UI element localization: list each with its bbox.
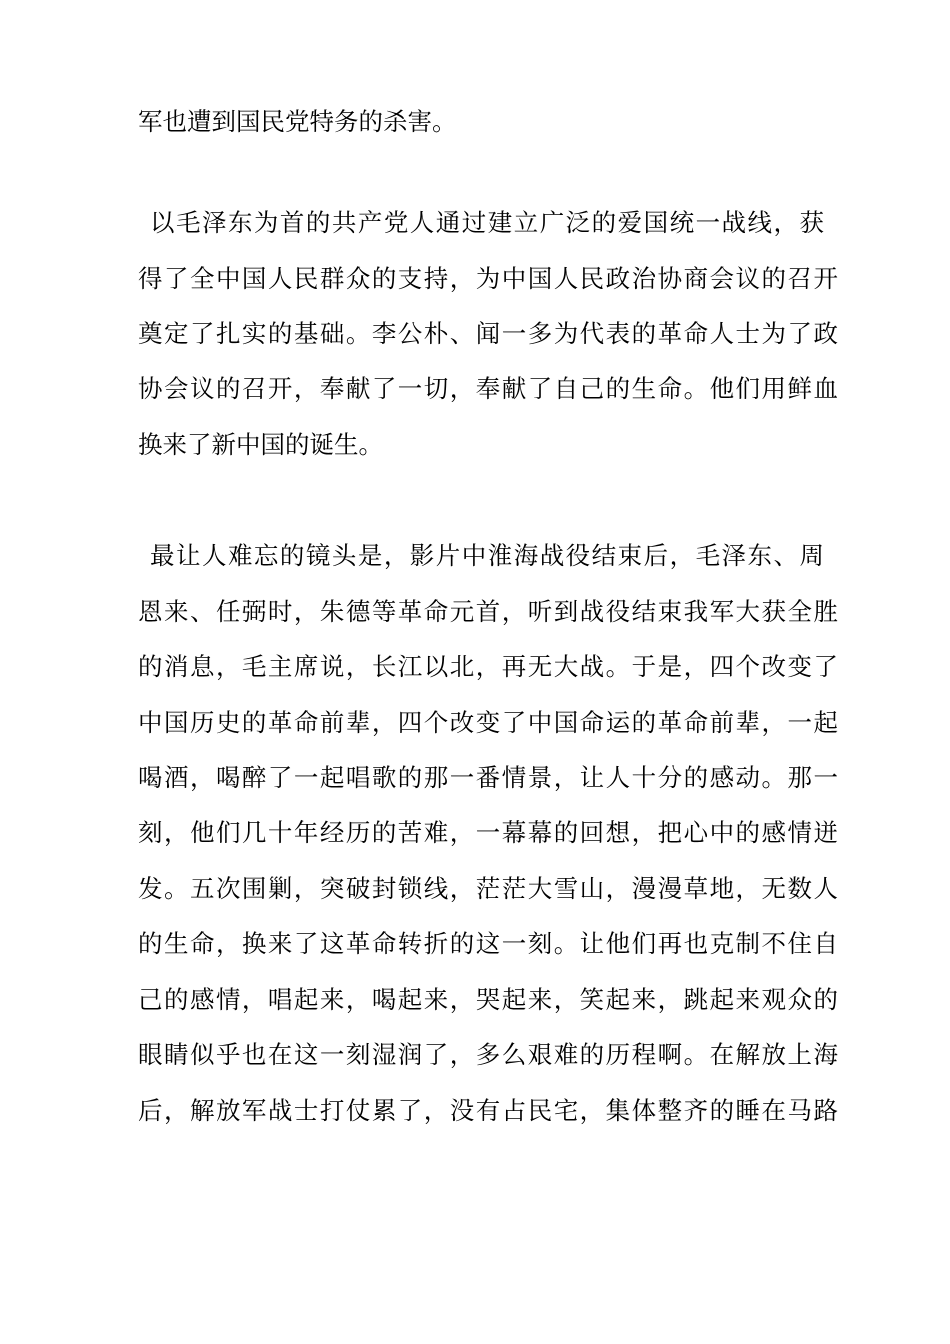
text-line: 的消息，毛主席说，长江以北，再无大战。于是，四个改变了 <box>138 652 838 681</box>
text-line: 以毛泽东为首的共产党人通过建立广泛的爱国统一战线，获 <box>150 208 824 237</box>
text-line: 得了全中国人民群众的支持，为中国人民政治协商会议的召开 <box>138 264 838 293</box>
text-line: 刻，他们几十年经历的苦难，一幕幕的回想，把心中的感情迸 <box>138 818 838 847</box>
text-line: 眼睛似乎也在这一刻湿润了，多么艰难的历程啊。在解放上海 <box>138 1040 838 1069</box>
text-line: 最让人难忘的镜头是，影片中淮海战役结束后，毛泽东、周 <box>150 541 824 570</box>
text-line: 的生命，换来了这革命转折的这一刻。让他们再也克制不住自 <box>138 929 838 958</box>
text-line: 协会议的召开，奉献了一切，奉献了自己的生命。他们用鲜血 <box>138 374 838 403</box>
text-line: 喝酒，喝醉了一起唱歌的那一番情景，让人十分的感动。那一 <box>138 763 838 792</box>
text-line: 恩来、任弼时，朱德等革命元首，听到战役结束我军大获全胜 <box>138 597 838 626</box>
text-line: 发。五次围剿，突破封锁线，茫茫大雪山，漫漫草地，无数人 <box>138 874 838 903</box>
text-line: 中国历史的革命前辈，四个改变了中国命运的革命前辈，一起 <box>138 708 838 737</box>
text-line: 己的感情，唱起来，喝起来，哭起来，笑起来，跳起来观众的 <box>138 985 838 1014</box>
text-line: 奠定了扎实的基础。李公朴、闻一多为代表的革命人士为了政 <box>138 319 838 348</box>
text-line: 后，解放军战士打仗累了，没有占民宅，集体整齐的睡在马路 <box>138 1096 838 1125</box>
text-line: 换来了新中国的诞生。 <box>138 430 383 459</box>
text-line: 军也遭到国民党特务的杀害。 <box>138 107 457 136</box>
